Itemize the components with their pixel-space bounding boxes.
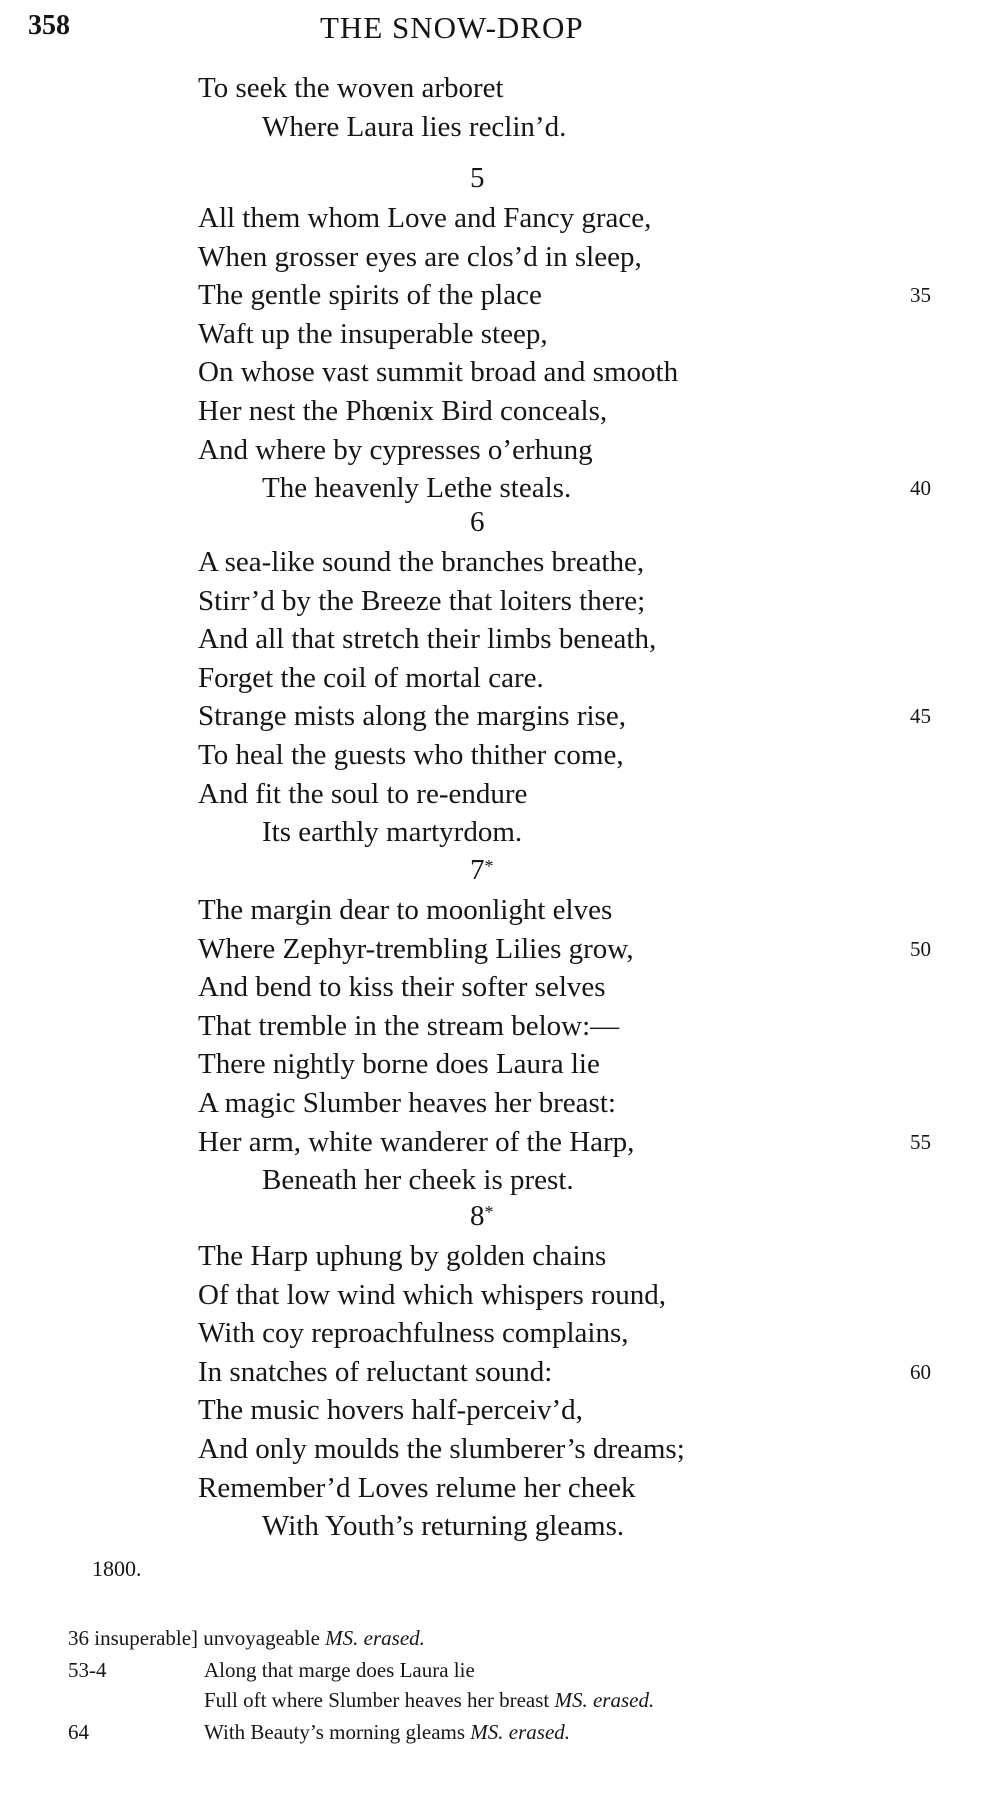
- note-source: MS. erased.: [470, 1720, 571, 1744]
- composition-date: 1800.: [92, 1556, 142, 1581]
- poem-line: And all that stretch their limbs beneath,: [198, 623, 657, 656]
- poem-line: And bend to kiss their softer selves: [198, 971, 606, 1004]
- note-text: [204, 1686, 654, 1714]
- poem-line: On whose vast summit broad and smooth: [198, 356, 679, 389]
- poem-line: A sea-like sound the branches breathe,: [198, 546, 645, 578]
- poem-line: Where Laura lies reclin’d.: [262, 110, 567, 143]
- poem-line: Forget the coil of mortal care.: [198, 661, 544, 694]
- poem-line: A magic Slumber heaves her breast:: [198, 1087, 616, 1119]
- poem-line: The margin dear to moonlight elves: [198, 894, 613, 926]
- stanza-asterisk: *: [484, 856, 494, 876]
- poem-line: The heavenly Lethe steals.: [262, 472, 572, 505]
- poem-line: To heal the guests who thither come,: [198, 739, 624, 771]
- stanza-asterisk: *: [484, 1202, 494, 1222]
- note-body: Full oft where Slumber heaves her breast: [204, 1688, 550, 1712]
- note-text: [68, 1624, 425, 1652]
- poem-line: Stirr’d by the Breeze that loiters there;: [198, 584, 646, 617]
- line-number: 45: [910, 704, 931, 729]
- poem-line: Her arm, white wanderer of the Harp,: [198, 1125, 635, 1158]
- poem-line: Beneath her cheek is prest.: [262, 1164, 574, 1197]
- stanza-number: [470, 160, 485, 196]
- line-number: 35: [910, 283, 931, 308]
- note-source: MS. erased.: [554, 1688, 655, 1712]
- stanza-number: [470, 1198, 494, 1234]
- poem-line: The gentle spirits of the place: [198, 279, 542, 312]
- poem-line: And only moulds the slumberer’s dreams;: [198, 1433, 685, 1465]
- poem-line: That tremble in the stream below:—: [198, 1009, 620, 1042]
- running-title: THE SNOW-DROP: [320, 10, 584, 45]
- note-text: [204, 1718, 570, 1746]
- note-body: Along that marge does Laura lie: [204, 1658, 475, 1682]
- poem-line: The Harp uphung by golden chains: [198, 1240, 607, 1272]
- note-body: 36 insuperable] unvoyageable: [68, 1626, 320, 1650]
- poem-line: With Youth’s returning gleams.: [262, 1510, 625, 1543]
- poem-line: There nightly borne does Laura lie: [198, 1048, 600, 1081]
- poem-line: And fit the soul to re-endure: [198, 777, 528, 810]
- line-number: 55: [910, 1129, 931, 1154]
- line-number: 50: [910, 936, 931, 961]
- poem-line: Strange mists along the margins rise,: [198, 700, 626, 733]
- note-line-ref: 64: [68, 1720, 89, 1744]
- poem-line: Waft up the insuperable steep,: [198, 317, 548, 350]
- poem-line: Remember’d Loves relume her cheek: [198, 1471, 636, 1504]
- page-number: 358: [28, 10, 70, 41]
- poem-line: To seek the woven arboret: [198, 72, 504, 104]
- line-number: 40: [910, 476, 931, 501]
- poem-line: Where Zephyr-trembling Lilies grow,: [198, 932, 634, 965]
- stanza-number: [470, 852, 494, 888]
- poem-line: In snatches of reluctant sound:: [198, 1355, 553, 1388]
- poem-line: And where by cypresses o’erhung: [198, 433, 593, 466]
- poem-line: Her nest the Phœnix Bird conceals,: [198, 395, 608, 427]
- poem-line: Its earthly martyrdom.: [262, 816, 523, 849]
- note-line-ref: 53-4: [68, 1658, 107, 1682]
- stanza-number-text: 7: [470, 854, 485, 886]
- line-number: 60: [910, 1359, 931, 1384]
- note-body: With Beauty’s morning gleams: [204, 1720, 466, 1744]
- poem-line: Of that low wind which whispers round,: [198, 1278, 666, 1311]
- poem-line: The music hovers half-perceiv’d,: [198, 1394, 583, 1427]
- poem-line: With coy reproachfulness complains,: [198, 1317, 629, 1350]
- stanza-number-text: 8: [470, 1200, 485, 1232]
- note-text: [204, 1656, 475, 1684]
- stanza-number-text: 6: [470, 506, 485, 538]
- stanza-number-text: 5: [470, 162, 485, 194]
- poem-line: All them whom Love and Fancy grace,: [198, 202, 652, 234]
- note-source: MS. erased.: [325, 1626, 425, 1650]
- poem-line: When grosser eyes are clos’d in sleep,: [198, 240, 642, 273]
- stanza-number: [470, 504, 485, 540]
